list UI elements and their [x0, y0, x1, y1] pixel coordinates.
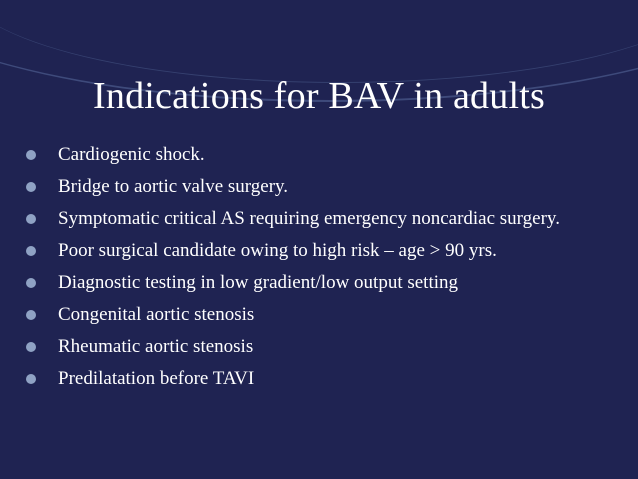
circle-bullet-icon	[26, 278, 36, 288]
bullet-item	[22, 206, 622, 232]
slide-title: Indications for BAV in adults	[93, 75, 545, 117]
bullet-text: Diagnostic testing in low gradient/low output setting	[58, 272, 459, 293]
bullet-item	[22, 334, 622, 360]
circle-bullet-icon	[26, 214, 36, 224]
bullet-item	[22, 174, 622, 200]
circle-bullet-icon	[26, 182, 36, 192]
circle-bullet-icon	[26, 246, 36, 256]
bullet-text: Symptomatic critical AS requiring emergency noncardiac surgery.	[58, 208, 560, 229]
bullet-item	[22, 270, 622, 296]
bullet-list	[22, 142, 622, 398]
circle-bullet-icon	[26, 374, 36, 384]
bullet-text: Bridge to aortic valve surgery.	[58, 176, 289, 197]
circle-bullet-icon	[26, 310, 36, 320]
bullet-text: Predilatation before TAVI	[58, 368, 255, 389]
circle-bullet-icon	[26, 342, 36, 352]
bullet-item	[22, 238, 622, 264]
bullet-text: Poor surgical candidate owing to high risk – age > 90 yrs.	[58, 240, 497, 261]
bullet-text: Rheumatic aortic stenosis	[58, 336, 254, 357]
bullet-item	[22, 366, 622, 392]
bullet-text: Congenital aortic stenosis	[58, 304, 255, 325]
circle-bullet-icon	[26, 150, 36, 160]
bullet-text: Cardiogenic shock.	[58, 144, 205, 165]
bullet-item	[22, 302, 622, 328]
bullet-item	[22, 142, 622, 168]
decorative-arc	[0, 0, 638, 83]
